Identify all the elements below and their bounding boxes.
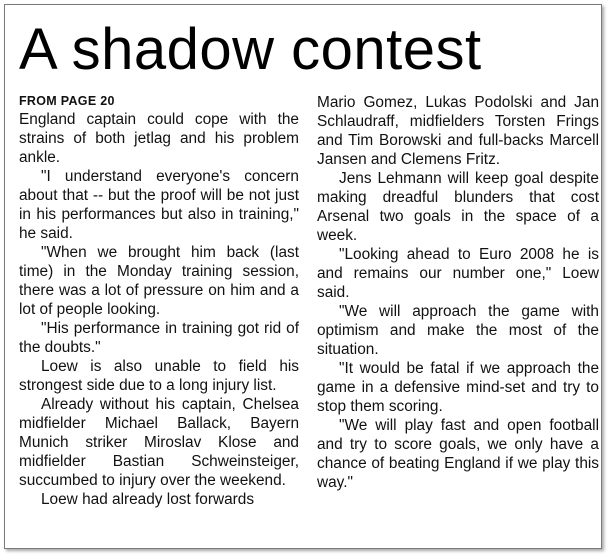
- continued-from-label: FROM PAGE 20: [19, 94, 115, 108]
- article-paragraph: Mario Gomez, Lukas Podolski and Jan Schlaudraff, midfielders Torsten Frings and Tim Borowski and full-backs Marcell Jansen and Clemens Fritz.: [317, 94, 599, 168]
- article-paragraph: "It would be fatal if we approach the game in a defensive mind-set and try to stop them scoring.: [317, 360, 599, 415]
- article-paragraph: Loew had already lost forwards: [41, 491, 255, 508]
- newspaper-clipping: [4, 4, 602, 549]
- article-paragraph: Jens Lehmann will keep goal despite making dreadful blunders that cost Arsenal two goals in the space of a week.: [317, 170, 599, 244]
- article-column-left: [19, 93, 299, 509]
- article-paragraph: "His performance in training got rid of the doubts.": [19, 320, 299, 356]
- article-column-right: [317, 93, 599, 492]
- article-paragraph: "We will play fast and open football and try to score goals, we only have a chance of beating England if we play this way.": [317, 417, 599, 491]
- article-paragraph: "When we brought him back (last time) in the Monday training session, there was a lot of pressure on him and a lot of people looking.: [19, 244, 299, 318]
- article-paragraph: Already without his captain, Chelsea midfielder Michael Ballack, Bayern Munich striker Miroslav Klose and midfielder Bastian Schweinsteiger, succumbed to injury over the weekend.: [19, 396, 299, 489]
- article-paragraph: England captain could cope with the strains of both jetlag and his problem ankle.: [19, 111, 299, 166]
- article-headline: A shadow contest: [19, 17, 482, 82]
- article-paragraph: "I understand everyone's concern about that -- but the proof will be not just in his performances but also in training," he said.: [19, 168, 299, 242]
- article-paragraph: Loew is also unable to field his strongest side due to a long injury list.: [19, 358, 299, 394]
- article-paragraph: "We will approach the game with optimism and make the most of the situation.: [317, 303, 599, 358]
- article-paragraph: "Looking ahead to Euro 2008 he is and remains our number one," Loew said.: [317, 246, 599, 301]
